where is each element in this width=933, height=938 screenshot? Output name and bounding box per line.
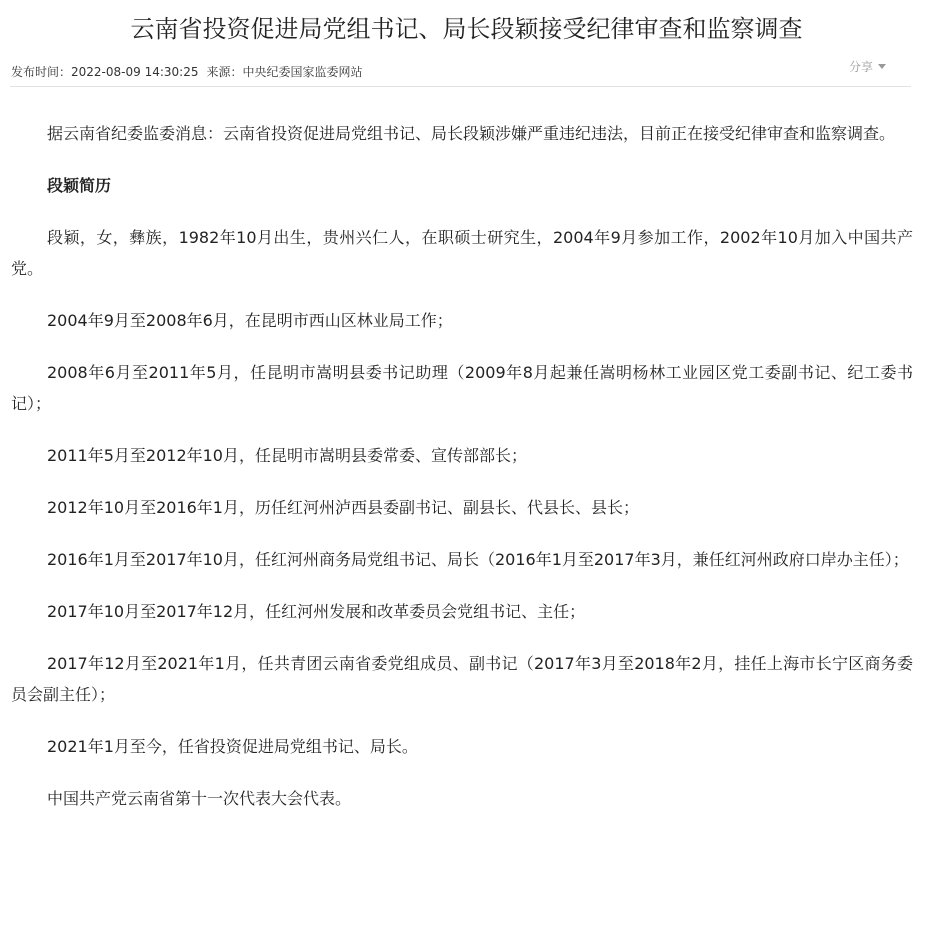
caret-down-icon: [878, 64, 886, 69]
paragraph: 2004年9月至2008年6月，在昆明市西山区林业局工作；: [47, 311, 453, 330]
source-label: 来源：: [206, 65, 243, 79]
paragraph: 2011年5月至2012年10月，任昆明市嵩明县委常委、宣传部部长；: [47, 446, 527, 465]
paragraph: 2017年10月至2017年12月，任红河州发展和改革委员会党组书记、主任；: [47, 602, 586, 621]
source-name: 中央纪委国家监委网站: [242, 65, 363, 79]
paragraph: 2021年1月至今，任省投资促进局党组书记、局长。: [47, 737, 418, 756]
section-heading: 段颖简历: [47, 176, 112, 195]
published-time: 2022-08-09 14:30:25: [71, 65, 199, 79]
share-button[interactable]: [849, 59, 886, 75]
paragraph-intro: 据云南省纪委监委消息：云南省投资促进局党组书记、局长段颖涉嫌严重违纪违法，目前正在接受纪律审查和监察调查。: [47, 124, 896, 143]
paragraph: 2012年10月至2016年1月，历任红河州泸西县委副书记、副县长、代县长、县长；: [47, 498, 639, 517]
article-body: [11, 118, 913, 835]
divider: [10, 86, 911, 87]
page-title: 云南省投资促进局党组书记、局长段颖接受纪律审查和监察调查: [130, 15, 803, 43]
paragraph: 2017年12月至2021年1月，任共青团云南省委党组成员、副书记（2017年3月至2018年2月，挂任上海市长宁区商务委员会副主任）；: [11, 654, 913, 704]
article-meta: [11, 64, 363, 80]
paragraph: 段颖，女，彝族，1982年10月出生，贵州兴仁人，在职硕士研究生，2004年9月参加工作，2002年10月加入中国共产党。: [11, 228, 913, 278]
paragraph: 2016年1月至2017年10月，任红河州商务局党组书记、局长（2016年1月至2017年3月，兼任红河州政府口岸办主任）；: [47, 550, 909, 569]
paragraph: 中国共产党云南省第十一次代表大会代表。: [47, 789, 352, 808]
paragraph: 2008年6月至2011年5月，任昆明市嵩明县委书记助理（2009年8月起兼任嵩明杨林工业园区党工委副书记、纪工委书记）；: [11, 363, 913, 413]
published-label: 发布时间：: [11, 65, 72, 79]
share-label: 分享: [848, 60, 873, 74]
